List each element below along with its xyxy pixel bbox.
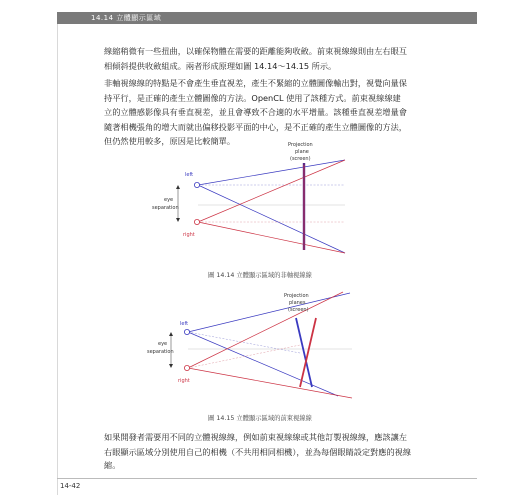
paragraph-3 <box>104 430 432 459</box>
paragraph-line: 線縮稍微有一些扭曲，以確保物體在需要的距離能夠收斂。前束視線線則由左右眼互 <box>104 46 407 56</box>
left-frustum-top-2 <box>188 293 350 332</box>
right-eye-icon <box>194 219 199 224</box>
arrow-down-icon <box>169 364 173 368</box>
left-label: left <box>185 172 194 178</box>
left-frustum-top <box>198 160 345 185</box>
arrow-up-icon <box>169 332 173 336</box>
paragraph-line: 右眼顯示區域分別使用自己的相機（不共用相同相機），並為每個眼睛設定對應的視線 <box>104 446 412 457</box>
left-eye-icon <box>184 329 189 334</box>
right-axis-2 <box>188 345 300 368</box>
footer-divider <box>57 478 477 479</box>
paragraph-line: 立的立體感影像具有垂直視差，並且會導致不合適的水平增量。該種垂直視差增量會 <box>104 107 407 117</box>
paragraph-line: 隨著相機張角的增大而就出偏移投影平面的中心，是不正確的產生立體圖像的方法， <box>104 121 407 132</box>
right-label-2: right <box>178 378 190 384</box>
projection-label-2-2: planes <box>289 300 306 306</box>
right-label: right <box>183 232 195 238</box>
page-number: 14-42 <box>60 482 81 490</box>
left-label-2: left <box>180 321 189 327</box>
paragraph-line: 如果開發者需要用不同的立體視線線，例如前束視線線或其他訂製視線線，應該讓左 <box>104 432 407 442</box>
paragraph-line: 非軸視線線的特點是不會產生垂直視差，產生不緊縮的立體圖像輸出對，視覺向量保 <box>104 78 407 88</box>
right-projection-plane <box>300 318 316 387</box>
arrow-down-icon <box>176 218 180 222</box>
projection-label-1-2: Projection <box>284 293 309 299</box>
paragraph-line: 但仍然使用較多，原因是比較簡單。 <box>104 136 236 146</box>
separation-label-2: separation <box>147 349 174 355</box>
eye-label: eye <box>164 197 174 203</box>
arrow-up-icon <box>176 185 180 189</box>
figure-2-caption: 圖 14.15 立體顯示區域的前束視線線 <box>208 415 312 422</box>
right-frustum-bottom-2 <box>188 368 352 398</box>
paragraph-3-end <box>104 459 432 471</box>
projection-label-2: plane <box>295 149 309 155</box>
paragraph-line: 相傾斜提供收斂組成。兩者形成原理如圖 14.14～14.15 所示。 <box>104 60 337 71</box>
right-eye-icon <box>184 365 189 370</box>
left-frustum-bottom-2 <box>188 332 338 396</box>
right-frustum-top <box>198 160 345 222</box>
paragraph-line: 持平行，是正確的產生立體圖像的方法。OpenCL 使用了該種方式。前束視線線建 <box>104 92 401 103</box>
left-axis-2 <box>188 332 300 353</box>
left-frustum-bottom <box>198 185 345 253</box>
projection-label-3-2: (screen) <box>288 307 309 313</box>
left-eye-icon <box>194 182 199 187</box>
projection-label-3: (screen) <box>290 156 311 162</box>
right-frustum-top-2 <box>188 292 343 368</box>
right-frustum-bottom <box>198 222 345 253</box>
separation-label: separation <box>152 205 179 211</box>
projection-label-1: Projection <box>288 142 313 148</box>
section-title: 14.14 立體顯示區域 <box>91 14 162 22</box>
figure-1-caption: 圖 14.14 立體顯示區域的非軸視線線 <box>208 272 312 279</box>
eye-label-2: eye <box>158 341 168 347</box>
paragraph-line: 縮。 <box>104 460 121 470</box>
